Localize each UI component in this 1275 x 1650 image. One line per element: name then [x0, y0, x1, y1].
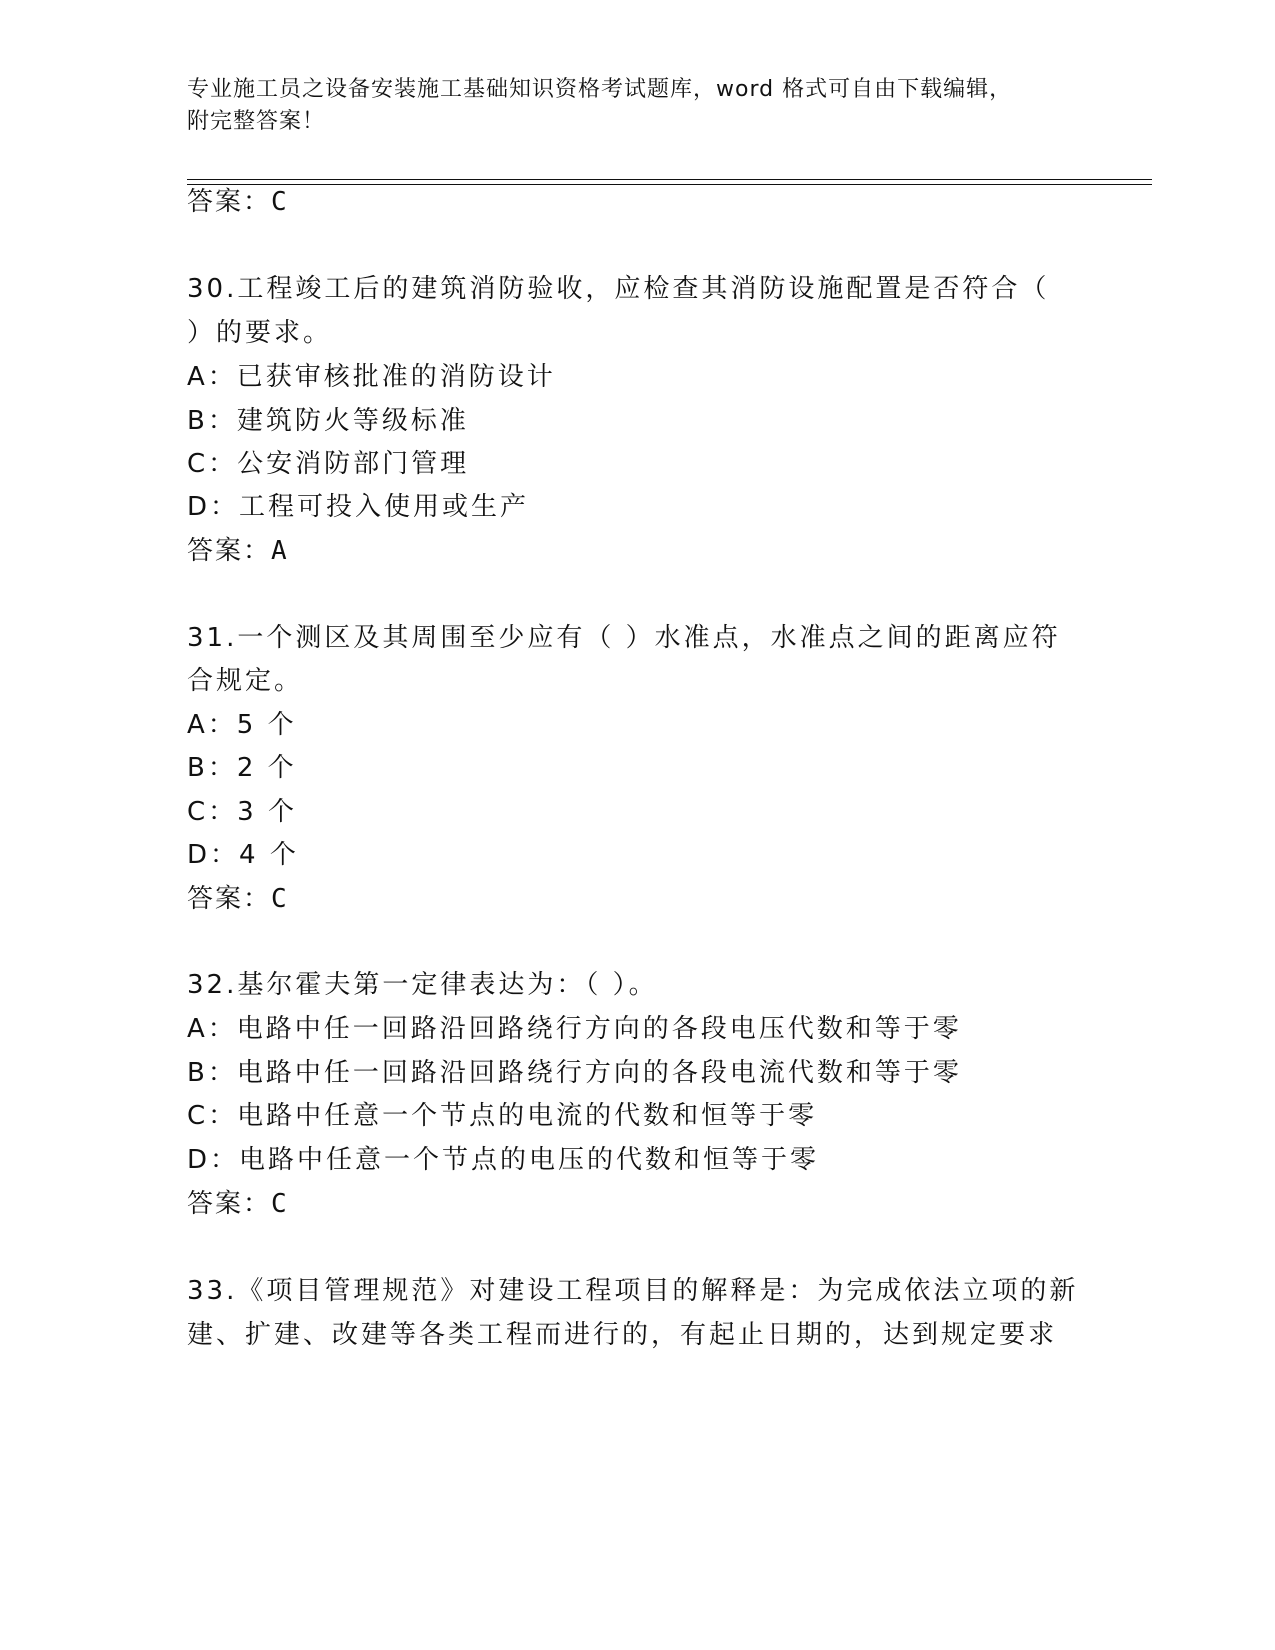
question-32-option-b: B：电路中任一回路沿回路绕行方向的各段电流代数和等于零 — [187, 1058, 962, 1088]
question-31-stem-line-1: 31.一个测区及其周围至少应有（ ）水准点，水准点之间的距离应符 — [187, 623, 1061, 653]
answer-q31: 答案：C — [187, 884, 289, 914]
document-header — [187, 74, 1067, 138]
question-31-option-b: B：2 个 — [187, 753, 297, 783]
question-30-stem-line-2: ）的要求。 — [187, 318, 333, 348]
question-31-option-d: D：4 个 — [187, 840, 299, 870]
question-32-stem-line-1: 32.基尔霍夫第一定律表达为：（ ）。 — [187, 970, 658, 1000]
question-30-option-a: A：已获审核批准的消防设计 — [187, 362, 556, 392]
question-32-option-d: D：电路中任意一个节点的电压的代数和恒等于零 — [187, 1145, 820, 1175]
answer-q32: 答案：C — [187, 1189, 289, 1219]
question-30-option-b: B：建筑防火等级标准 — [187, 406, 469, 436]
question-30-option-d: D：工程可投入使用或生产 — [187, 492, 530, 522]
question-32-option-a: A：电路中任一回路沿回路绕行方向的各段电压代数和等于零 — [187, 1014, 962, 1044]
header-divider-bottom — [187, 184, 1152, 185]
header-line-1: 专业施工员之设备安装施工基础知识资格考试题库，word 格式可自由下载编辑， — [187, 77, 1013, 102]
question-33-stem-line-1: 33.《项目管理规范》对建设工程项目的解释是：为完成依法立项的新 — [187, 1276, 1079, 1306]
question-31-stem-line-2: 合规定。 — [187, 666, 304, 696]
answer-q29: 答案：C — [187, 187, 289, 217]
header-line-2: 附完整答案！ — [187, 109, 326, 134]
question-33-stem-line-2: 建、扩建、改建等各类工程而进行的，有起止日期的，达到规定要求 — [187, 1320, 1058, 1350]
header-divider-top — [187, 179, 1152, 180]
answer-q30: 答案：A — [187, 536, 289, 566]
question-31-option-a: A：5 个 — [187, 710, 297, 740]
question-30-option-c: C：公安消防部门管理 — [187, 449, 470, 479]
question-30-stem-line-1: 30.工程竣工后的建筑消防验收，应检查其消防设施配置是否符合（ — [187, 274, 1050, 304]
question-32-option-c: C：电路中任意一个节点的电流的代数和恒等于零 — [187, 1101, 818, 1131]
question-31-option-c: C：3 个 — [187, 797, 297, 827]
